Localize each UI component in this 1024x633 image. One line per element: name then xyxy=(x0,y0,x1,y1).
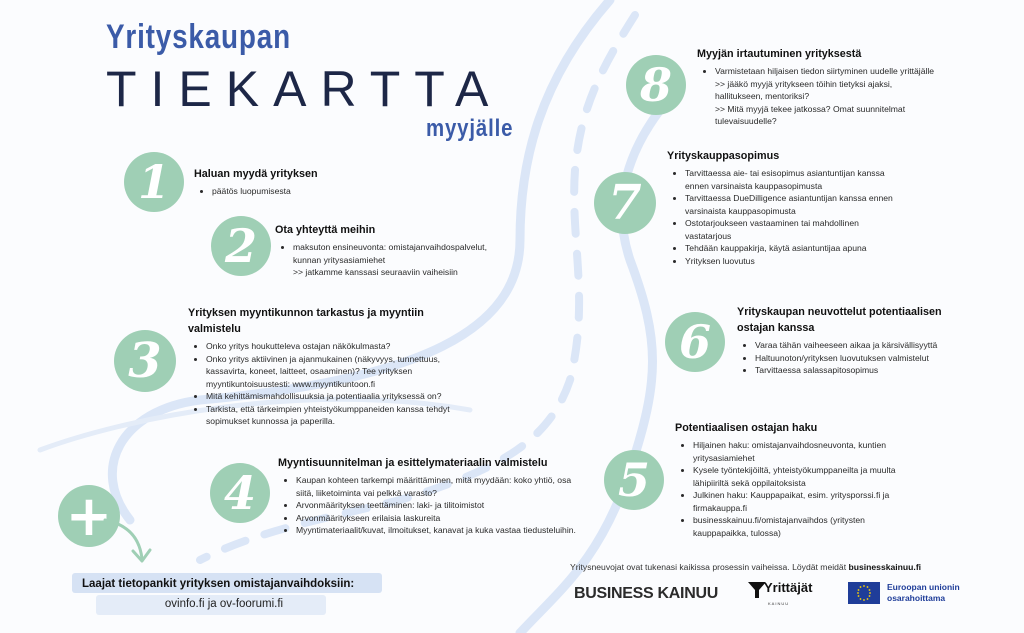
eu-line-2: osarahoittama xyxy=(887,593,946,603)
list-item: • Varaa tähän vaiheeseen aikaa ja kärsivällisyyttä xyxy=(755,339,977,352)
list-item: • Hiljainen haku: omistajanvaihdosneuvonta, kuntien yritysasiamiehet xyxy=(693,439,915,464)
step-title: Yrityskaupan neuvottelut potentiaalisen ostajan kanssa xyxy=(737,306,942,334)
plus-icon: + xyxy=(65,483,113,549)
step-number: 5 xyxy=(617,453,650,507)
step-title: Potentiaalisen ostajan haku xyxy=(675,422,818,434)
step-title: Yrityskauppasopimus xyxy=(667,150,780,162)
title-subtitle: myyjälle xyxy=(426,115,514,142)
step-title: Yrityksen myyntikunnon tarkastus ja myyntiin valmistelu xyxy=(188,307,424,335)
step-title: Haluan myydä yrityksen xyxy=(194,168,318,180)
step-8 xyxy=(697,46,957,128)
step-3 xyxy=(188,305,463,428)
partner-description: Yritysneuvojat ovat tukenasi kaikissa prosessin vaiheissa. Löydät meidät xyxy=(570,562,849,572)
yrittajat-logo-sub: KAINUU xyxy=(768,601,790,606)
arrow-down-icon xyxy=(100,515,160,565)
list-item: • Tarvittaessa salassapitosopimus xyxy=(755,364,977,377)
partner-link[interactable]: businesskainuu.fi xyxy=(848,562,922,572)
step-7 xyxy=(667,148,902,267)
step-number: 4 xyxy=(223,466,256,520)
list-item: • businesskainuu.fi/omistajanvaihdos (yritysten kauppapaikka, tulossa) xyxy=(693,514,915,539)
step-7-number-badge xyxy=(594,172,656,234)
step-number: 8 xyxy=(639,58,672,112)
step-number: 3 xyxy=(128,333,162,389)
eu-funding-text xyxy=(887,582,960,604)
list-item: • Myyntimateriaalit/kuvat, ilmoitukset, kanavat ja kuka vastaa tiedusteluihin. xyxy=(296,524,578,537)
list-item: • Julkinen haku: Kauppapaikat, esim. yritysporssi.fi ja firmakauppa.fi xyxy=(693,489,915,514)
yrittajat-logo-text: Yrittäjät xyxy=(764,580,813,595)
list-subitem: >> jatkamme kanssasi seuraaviin vaiheisiin xyxy=(293,267,458,277)
step-number: 6 xyxy=(678,315,711,369)
list-item: • Arvonmääritykseen erilaisia laskureita xyxy=(296,512,578,525)
list-item: • Kaupan kohteen tarkempi määrittäminen, mitä myydään: koko yhtiö, osa siitä, liiketoiminta vai pelkkä varasto? xyxy=(296,474,578,499)
list-item: • päätös luopumisesta xyxy=(212,185,454,198)
list-item: • Tarvittaessa aie- tai esisopimus asiantuntijan kanssa ennen varsinaista kauppasopimusta xyxy=(685,167,902,192)
list-item: • Tarvittaessa DueDilligence asiantuntijan kanssa ennen varsinaista kauppasopimusta xyxy=(685,192,902,217)
business-kainuu-logo: BUSINESS KAINUU xyxy=(574,585,718,602)
step-number: 7 xyxy=(608,175,642,231)
step-6 xyxy=(737,304,977,377)
list-item: • Varmistetaan hiljaisen tiedon siirtyminen uudelle yrittäjälle xyxy=(715,65,957,78)
footer-links[interactable]: ovinfo.fi ja ov-foorumi.fi xyxy=(164,598,284,610)
yrittajat-logo xyxy=(764,580,812,595)
step-title: Myyjän irtautuminen yrityksestä xyxy=(697,48,862,60)
list-item: • maksuton ensineuvonta: omistajanvaihdospalvelut, kunnan yritysasiamiehet xyxy=(293,241,505,266)
page-title: TIEKARTTA xyxy=(106,61,503,117)
list-item: • Mitä kehittämismahdollisuuksia ja potentiaalia yrityksessä on? xyxy=(206,390,463,403)
list-item: • Onko yritys houkutteleva ostajan näkökulmasta? xyxy=(206,340,463,353)
list-item: • Yrityksen luovutus xyxy=(685,255,902,268)
step-8-number-badge xyxy=(626,55,686,115)
list-item: • Ostotarjoukseen vastaaminen tai mahdollinen vastatarjous xyxy=(685,217,902,242)
list-subitem: >> Mitä myyjä tekee jatkossa? Omat suunnitelmat tulevaisuudelle? xyxy=(715,103,906,126)
step-4-number-badge xyxy=(210,463,270,523)
step-number: 2 xyxy=(224,219,257,273)
step-title: Ota yhteyttä meihin xyxy=(275,224,376,236)
footer-title: Laajat tietopankit yrityksen omistajanvaihdoksiin: xyxy=(82,578,355,590)
step-2 xyxy=(275,222,505,279)
partner-text xyxy=(570,562,921,572)
step-4 xyxy=(278,455,578,537)
list-item: • Kysele työntekijöiltä, yhteistyökumppaneilta ja muulta lähipiiriltä sekä oppilaitoksista xyxy=(693,464,915,489)
step-5 xyxy=(675,420,915,539)
step-3-number-badge xyxy=(114,330,176,392)
title-top: Yrityskaupan xyxy=(106,18,291,56)
step-1-number-badge xyxy=(124,152,184,212)
step-6-number-badge xyxy=(665,312,725,372)
list-item: • Tarkista, että tärkeimpien yhteistyökumppaneiden kanssa tehdyt sopimukset kunnossa ja paperilla. xyxy=(206,403,463,428)
list-item: • Tehdään kauppakirja, käytä asiantuntijaa apuna xyxy=(685,242,902,255)
eu-line-1: Euroopan unionin xyxy=(887,582,960,592)
list-item: • Onko yritys aktiivinen ja ajanmukainen (näkyvyys, tunnettuus, kassavirta, koneet, laitteet, osaaminen)? Tee yrityksen myyntikuntoisuustesti: www.myyntikuntoon.fi xyxy=(206,353,463,391)
step-1 xyxy=(194,166,454,198)
list-subitem: >> jääkö myyjä yritykseen töihin tietyksi ajaksi, hallitukseen, mentoriksi? xyxy=(715,78,893,101)
step-5-number-badge xyxy=(604,450,664,510)
step-title: Myyntisuunnitelman ja esittelymateriaalin valmistelu xyxy=(278,457,548,469)
list-item: • Haltuunoton/yrityksen luovutuksen valmistelut xyxy=(755,352,977,365)
eu-flag-icon xyxy=(848,582,880,604)
step-number: 1 xyxy=(137,155,170,209)
step-2-number-badge xyxy=(211,216,271,276)
list-item: • Arvonmäärityksen teettäminen: laki- ja tilitoimistot xyxy=(296,499,578,512)
